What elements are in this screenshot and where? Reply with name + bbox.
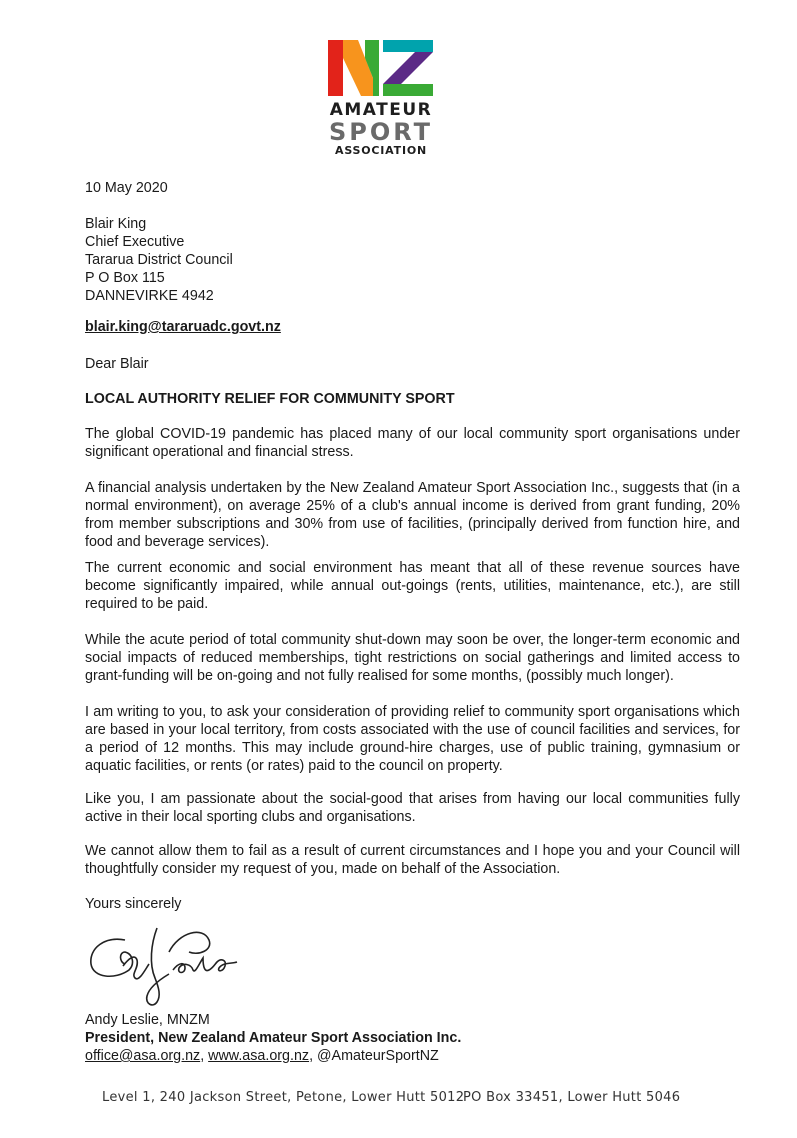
handwritten-signature-icon (85, 918, 255, 1008)
logo-line-association: ASSOCIATION (335, 144, 427, 157)
body-paragraph: While the acute period of total community shut-down may soon be over, the longer-term economic and social impacts of reduced memberships, tight restrictions on social gatherings and limited access to grant-funding will be on-going and not fully realised for some months, (possibly much longer). (85, 632, 740, 684)
recipient-name: Blair King (85, 216, 147, 232)
recipient-email-link[interactable]: blair.king@tararuadc.govt.nz (85, 319, 281, 335)
signatory-social-handle: @AmateurSportNZ (317, 1048, 439, 1064)
signatory-block (85, 1011, 740, 1065)
nz-letters-icon (325, 38, 437, 98)
footer-po-box: PO Box 33451, Lower Hutt 5046 (463, 1090, 681, 1105)
signatory-title: President, New Zealand Amateur Sport Association Inc. (85, 1030, 462, 1046)
body-paragraph: A financial analysis undertaken by the New Zealand Amateur Sport Association Inc., suggests that (in a normal environment), on average 25% of a club's annual income is derived from grant funding, 20% from member subscriptions and 30% from use of facilities, (principally derived from function hire, and food and beverage services). (85, 480, 740, 550)
recipient-organisation: Tararua District Council (85, 252, 233, 268)
body-paragraph: We cannot allow them to fail as a result of current circumstances and I hope you and your Council will thoughtfully consider my request of you, made on behalf of the Association. (85, 843, 740, 877)
body-paragraph: The current economic and social environment has meant that all of these revenue sources have become significantly impaired, while annual out-goings (rents, utilities, maintenance, etc.), are still required to be paid. (85, 560, 740, 612)
letter-subject: LOCAL AUTHORITY RELIEF FOR COMMUNITY SPORT (85, 391, 455, 407)
recipient-address (85, 215, 740, 305)
closing: Yours sincerely (85, 896, 182, 912)
signatory-contacts (85, 1047, 740, 1065)
signatory-name: Andy Leslie, MNZM (85, 1012, 210, 1028)
recipient-city: DANNEVIRKE 4942 (85, 288, 214, 304)
letter-date: 10 May 2020 (85, 180, 168, 196)
body-paragraph: I am writing to you, to ask your consideration of providing relief to community sport organisations which are based in your local territory, from costs associated with the use of council facilities and services, for a period of 12 months. This may include ground-hire charges, use of public training, gymnasium or aquatic facilities, or rents (or rates) paid to the council on property. (85, 704, 740, 774)
footer-street-address: Level 1, 240 Jackson Street, Petone, Lower Hutt 5012 (102, 1090, 465, 1105)
recipient-title: Chief Executive (85, 234, 185, 250)
signatory-email-link[interactable]: office@asa.org.nz (85, 1048, 201, 1064)
body-paragraph: The global COVID-19 pandemic has placed many of our local community sport organisations under significant operational and financial stress. (85, 426, 740, 460)
salutation: Dear Blair (85, 356, 149, 372)
logo-line-amateur: AMATEUR (329, 100, 433, 120)
logo-line-sport: SPORT (328, 118, 434, 146)
nz-amateur-sport-logo (325, 38, 437, 158)
signatory-website-link[interactable]: www.asa.org.nz (208, 1048, 310, 1064)
body-paragraph: Like you, I am passionate about the social-good that arises from having our local communities fully active in their local sporting clubs and organisations. (85, 791, 740, 825)
contact-separator: , (309, 1048, 318, 1064)
contact-separator: , (200, 1048, 209, 1064)
recipient-po-box: P O Box 115 (85, 270, 165, 286)
